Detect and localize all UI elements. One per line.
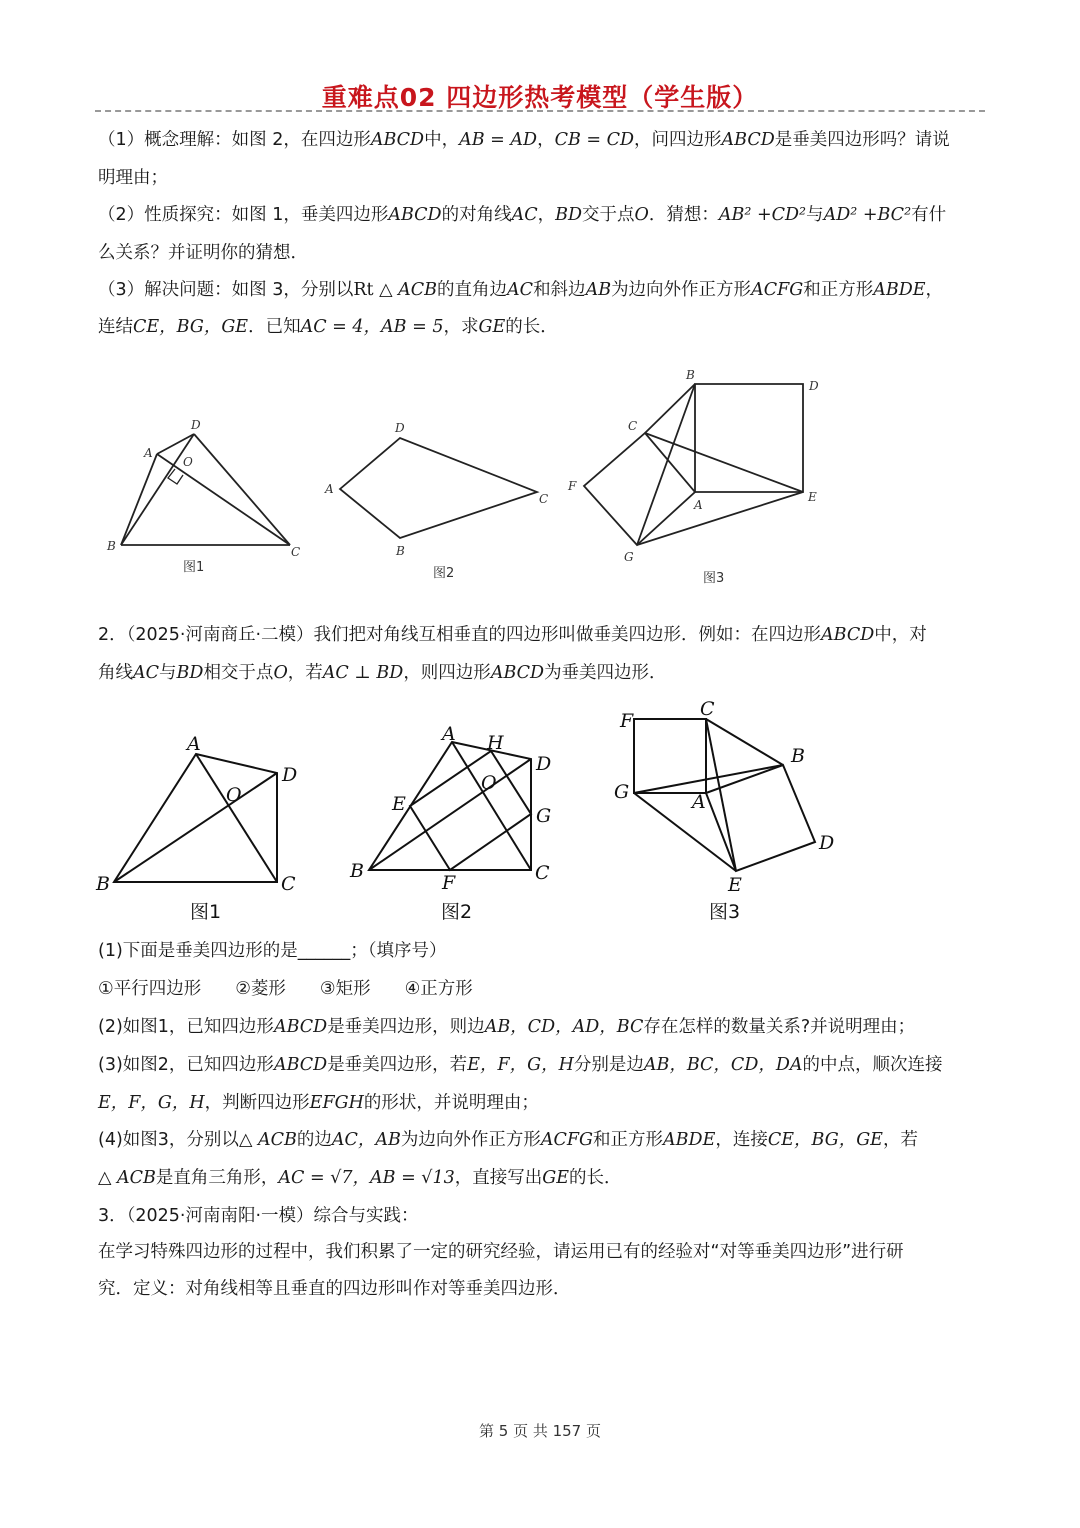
- math: CE，BG，GE: [133, 317, 249, 337]
- label-H: H: [487, 732, 504, 754]
- text: 连结: [98, 317, 133, 337]
- text: ，若: [287, 663, 323, 683]
- math: AC: [507, 280, 534, 300]
- label-A: A: [692, 791, 706, 813]
- math: AC = 4，AB = 5: [300, 317, 444, 337]
- math: GE: [478, 317, 506, 337]
- math: ABDE: [663, 1130, 716, 1150]
- label-D: D: [191, 418, 201, 432]
- math: AB: [585, 280, 612, 300]
- segment-CE: [706, 719, 736, 871]
- text: 与: [806, 205, 824, 225]
- label-B: B: [791, 745, 805, 767]
- segment-BG: [634, 765, 783, 793]
- text: ，: [537, 130, 555, 150]
- label-E: E: [808, 490, 817, 504]
- p1-line-2: 明理由；: [98, 168, 168, 188]
- text: （2）性质探究：如图 1，垂美四边形: [98, 205, 389, 225]
- text: 的长．: [569, 1168, 622, 1188]
- text: 相交于点: [203, 663, 274, 683]
- math: E，F，G，H: [467, 1055, 574, 1075]
- math: AC ⊥ BD: [322, 663, 404, 683]
- text: （1）概念理解：如图 2，在四边形: [98, 130, 371, 150]
- text: 有什: [911, 205, 947, 225]
- label-A: A: [442, 723, 456, 745]
- math: △ ACB: [98, 1168, 156, 1188]
- math: AD² +BC²: [823, 205, 912, 225]
- label-D: D: [395, 421, 405, 435]
- text: ，则四边形: [403, 663, 491, 683]
- math: CE，BG，GE: [767, 1130, 883, 1150]
- option-2: ②菱形: [235, 979, 286, 999]
- math: ACB: [398, 280, 438, 300]
- text: 与: [159, 663, 177, 683]
- p1-line-4: 么关系？并证明你的猜想．: [98, 243, 308, 263]
- math: AC: [511, 205, 538, 225]
- caption-fig3: 图3: [709, 901, 741, 923]
- text: ．已知: [248, 317, 301, 337]
- math: ACFG: [751, 280, 804, 300]
- label-O: O: [481, 772, 497, 794]
- square-ABDE: [706, 765, 815, 871]
- text: （3）解决问题：如图 3，分别以: [98, 280, 354, 300]
- text: 存在怎样的数量关系?并说明理由；: [643, 1017, 916, 1037]
- math: Rt △: [353, 280, 399, 300]
- label-A: A: [694, 498, 703, 512]
- label-O: O: [226, 784, 242, 806]
- math: O: [634, 205, 649, 225]
- label-D: D: [819, 832, 835, 854]
- text: 中，: [424, 130, 460, 150]
- math: EFGH: [309, 1093, 364, 1113]
- text: 是垂美四边形，若: [327, 1055, 468, 1075]
- label-O: O: [183, 455, 193, 469]
- math: ABCD: [370, 130, 425, 150]
- text: ，若: [882, 1130, 918, 1150]
- math: AC: [133, 663, 160, 683]
- p2-sub-3-line-2: [98, 1092, 539, 1114]
- text: 分别是边: [573, 1055, 644, 1075]
- math: AC = √7，AB = √13: [278, 1168, 455, 1188]
- label-E: E: [728, 874, 742, 896]
- math: ABCD: [821, 625, 875, 645]
- quadrilateral-EFGH: [410, 751, 531, 870]
- text: ，问四边形: [634, 130, 722, 150]
- text: 交于点: [582, 205, 635, 225]
- math: △ ACB: [238, 1130, 297, 1150]
- label-B: B: [107, 539, 116, 553]
- text: 的形状，并说明理由；: [363, 1093, 539, 1113]
- math: AC，AB: [331, 1130, 401, 1150]
- option-4: ④正方形: [404, 979, 473, 999]
- text: 2．（2025·河南商丘·二模）我们把对角线互相垂直的四边形叫做垂美四边形．例如：在四边形: [98, 625, 822, 645]
- p2-sub-4-line-1: [98, 1129, 918, 1151]
- label-A: A: [187, 733, 201, 755]
- text: 是垂美四边形，则边: [327, 1017, 485, 1037]
- math: ABCD: [273, 1055, 328, 1075]
- label-C: C: [700, 698, 715, 720]
- label-D: D: [809, 379, 819, 393]
- p2-sub-2: [98, 1016, 915, 1038]
- label-C: C: [291, 545, 301, 559]
- p3-title: 3．（2025·河南南阳·一模）综合与实践：: [98, 1206, 419, 1226]
- label-B: B: [350, 860, 364, 882]
- text: ，判断四边形: [204, 1093, 310, 1113]
- math: ABCD: [721, 130, 775, 150]
- math: ACFG: [540, 1130, 594, 1150]
- label-C: C: [539, 492, 549, 506]
- diagonal-BD: [114, 773, 277, 882]
- math: AB² +CD²: [718, 205, 807, 225]
- text: 为垂美四边形．: [544, 663, 667, 683]
- math: BD: [555, 205, 583, 225]
- label-A: A: [144, 446, 153, 460]
- text: ，: [925, 280, 944, 300]
- caption-fig2: 图2: [441, 901, 473, 923]
- caption-fig1: 图1: [190, 901, 222, 923]
- math: ABCD: [273, 1017, 328, 1037]
- label-E: E: [392, 793, 406, 815]
- option-3: ③矩形: [319, 979, 371, 999]
- label-B: B: [396, 544, 405, 558]
- p2-figure-3: [634, 719, 815, 871]
- math: AB，CD，AD，BC: [484, 1017, 644, 1037]
- label-G: G: [536, 805, 552, 827]
- label-F: F: [620, 710, 634, 732]
- text: (2)如图1，已知四边形: [98, 1017, 274, 1037]
- text: 中，对: [874, 625, 927, 645]
- text: 和正方形: [803, 280, 874, 300]
- text: 的直角边: [437, 280, 508, 300]
- text: 和正方形: [593, 1130, 664, 1150]
- p2-sub-3-line-1: [98, 1054, 943, 1076]
- label-B: B: [686, 368, 695, 382]
- text: ．猜想：: [648, 205, 719, 225]
- label-F: F: [568, 479, 577, 493]
- p3-body-2: 究．定义：对角线相等且垂直的四边形叫作对等垂美四边形．: [98, 1279, 571, 1299]
- text: 为边向外作正方形: [400, 1130, 541, 1150]
- page-footer: 第 5 页 共 157 页: [478, 1422, 601, 1440]
- text: 的边: [296, 1130, 332, 1150]
- text: (3)如图2，已知四边形: [98, 1055, 274, 1075]
- text: 角线: [98, 663, 133, 683]
- text: 的长．: [505, 317, 558, 337]
- math: AB，BC，CD，DA: [643, 1055, 803, 1075]
- text: 的对角线: [441, 205, 512, 225]
- caption-fig1: 图1: [183, 560, 205, 575]
- quadrilateral: [114, 754, 277, 882]
- p2-options: [98, 978, 473, 1000]
- text: ，连接: [715, 1130, 768, 1150]
- page-title: 重难点02 四边形热考模型（学生版）: [321, 83, 759, 112]
- label-G: G: [614, 781, 630, 803]
- caption-fig3: 图3: [703, 571, 725, 586]
- text: 的中点，顺次连接: [802, 1055, 943, 1075]
- math: E，F，G，H: [98, 1093, 205, 1113]
- text: ，: [537, 205, 556, 225]
- label-F: F: [442, 872, 456, 894]
- p2-figure-1: [114, 754, 277, 882]
- label-G: G: [624, 550, 634, 564]
- label-C: C: [535, 862, 550, 884]
- math: ABDE: [873, 280, 926, 300]
- segment-CB: [706, 719, 783, 765]
- option-1: ①平行四边形: [98, 979, 202, 999]
- p3-body-1: 在学习特殊四边形的过程中，我们积累了一定的研究经验，请运用已有的经验对“对等垂美四边形”进行研: [98, 1242, 904, 1262]
- label-C: C: [281, 873, 296, 895]
- text: 为边向外作正方形: [611, 280, 752, 300]
- math: AB = AD: [459, 130, 538, 150]
- p2-sub-1: (1)下面是垂美四边形的是______；（填序号）: [98, 941, 447, 961]
- text: 和斜边: [533, 280, 586, 300]
- math: GE: [542, 1168, 569, 1188]
- math: ABCD: [490, 663, 545, 683]
- text: ，求: [443, 317, 479, 337]
- text: 是直角三角形，: [155, 1168, 279, 1188]
- caption-fig2: 图2: [433, 566, 455, 581]
- text: (4)如图3，分别以: [98, 1130, 239, 1150]
- label-D: D: [282, 764, 298, 786]
- p2-sub-4-line-2: [98, 1167, 622, 1189]
- math: CB = CD: [554, 130, 635, 150]
- label-D: D: [536, 753, 552, 775]
- label-B: B: [96, 873, 110, 895]
- math: O: [273, 663, 288, 683]
- label-A: A: [325, 482, 334, 496]
- math: ABCD: [388, 205, 442, 225]
- label-C: C: [628, 419, 638, 433]
- text: 是垂美四边形吗？请说: [774, 130, 950, 150]
- text: ，直接写出: [454, 1168, 543, 1188]
- math: BD: [176, 663, 204, 683]
